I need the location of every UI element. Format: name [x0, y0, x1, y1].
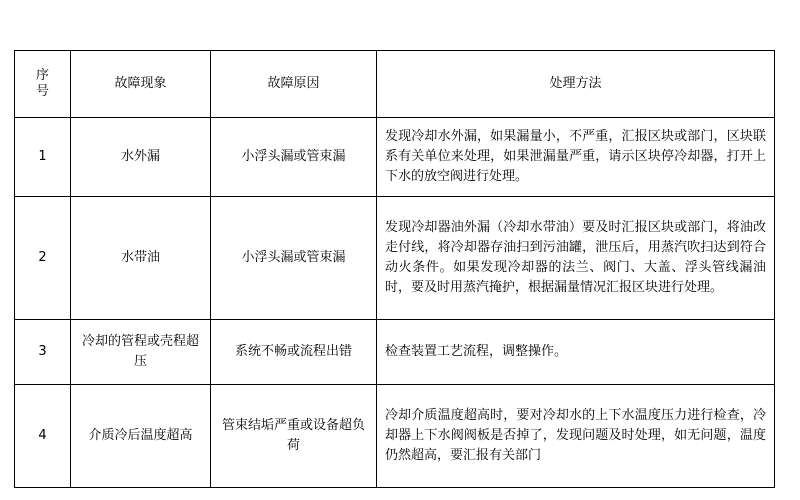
- row-number: 4: [15, 385, 71, 488]
- row-cause: 管束结垢严重或设备超负荷: [211, 385, 377, 488]
- table-row: [15, 197, 775, 320]
- row-phenomenon: 冷却的管程或壳程超压: [71, 320, 211, 385]
- table-row: [15, 118, 775, 197]
- column-header-method: 处理方法: [377, 51, 775, 118]
- row-phenomenon: 介质冷后温度超高: [71, 385, 211, 488]
- column-header-no: [15, 51, 71, 118]
- row-phenomenon: 水带油: [71, 197, 211, 320]
- table-header-row: [15, 51, 775, 118]
- row-method: 发现冷却器油外漏（冷却水带油）要及时汇报区块或部门，将油改走付线，将冷却器存油扫到污油罐，泄压后，用蒸汽吹扫达到符合动火条件。如果发现冷却器的法兰、阀门、大盖、浮头管线漏油时，要及时用蒸汽掩护，根据漏量情况汇报区块进行处理。: [377, 197, 775, 320]
- table-header: [15, 51, 775, 118]
- row-method: 发现冷却水外漏，如果漏量小，不严重，汇报区块或部门，区块联系有关单位来处理，如果泄漏量严重，请示区块停冷却器，打开上下水的放空阀进行处理。: [377, 118, 775, 197]
- table-body: [15, 118, 775, 488]
- column-header-no-line2: 号: [35, 84, 49, 99]
- row-phenomenon: 水外漏: [71, 118, 211, 197]
- fault-table-container: [14, 50, 774, 488]
- table-row: [15, 385, 775, 488]
- row-number: 1: [15, 118, 71, 197]
- row-method: 冷却介质温度超高时，要对冷却水的上下水温度压力进行检查，冷却器上下水阀阀板是否掉了，发现问题及时处理，如无问题，温度仍然超高，要汇报有关部门: [377, 385, 775, 488]
- row-cause: 小浮头漏或管束漏: [211, 118, 377, 197]
- table-row: [15, 320, 775, 385]
- fault-handling-table: [14, 50, 775, 488]
- column-header-phenomenon: 故障现象: [71, 51, 211, 118]
- column-header-no-line1: 序: [35, 67, 49, 83]
- row-number: 3: [15, 320, 71, 385]
- row-method: 检查装置工艺流程，调整操作。: [377, 320, 775, 385]
- row-cause: 小浮头漏或管束漏: [211, 197, 377, 320]
- column-header-cause: 故障原因: [211, 51, 377, 118]
- row-number: 2: [15, 197, 71, 320]
- row-cause: 系统不畅或流程出错: [211, 320, 377, 385]
